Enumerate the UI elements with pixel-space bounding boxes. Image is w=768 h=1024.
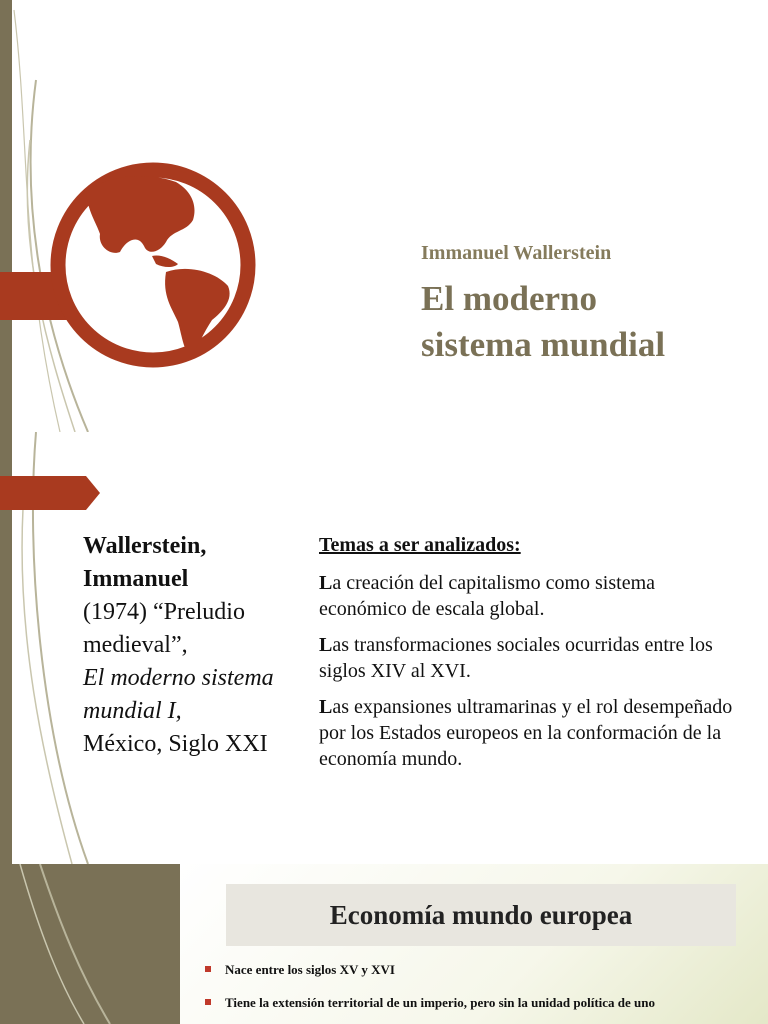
bullet-list bbox=[205, 962, 745, 1024]
economy-slide bbox=[0, 864, 768, 1024]
author-line-2: Immanuel bbox=[83, 566, 189, 592]
topic-text: as transformaciones sociales ocurridas entre los siglos XIV al XVI. bbox=[319, 634, 713, 682]
title-slide bbox=[0, 0, 768, 432]
reference-place: México, Siglo XXI bbox=[83, 731, 268, 757]
topics-list bbox=[319, 532, 739, 782]
bullet-icon bbox=[205, 999, 211, 1005]
topic-initial: L bbox=[319, 696, 333, 718]
topic-text: as expansiones ultramarinas y el rol desempeñado por los Estados europeos en la conformación de la economía mundo. bbox=[319, 696, 733, 770]
reference-year: (1974) “Preludio medieval”, bbox=[83, 599, 245, 658]
bullet-text: Nace entre los siglos XV y XVI bbox=[225, 962, 395, 977]
list-item bbox=[205, 962, 745, 978]
page-title bbox=[421, 276, 741, 368]
bullet-text: Tiene la extensión territorial de un imperio, pero sin la unidad política de uno bbox=[225, 995, 655, 1010]
globe-icon bbox=[48, 160, 258, 370]
topics-slide bbox=[0, 432, 768, 864]
decorative-curves bbox=[0, 864, 180, 1024]
section-heading: Economía mundo europea bbox=[226, 884, 736, 946]
author-line-1: Wallerstein, bbox=[83, 533, 207, 559]
red-arrow-tab bbox=[0, 476, 102, 510]
reference-block bbox=[83, 530, 283, 761]
topic-initial: L bbox=[319, 572, 333, 594]
reference-book: El moderno sistema mundial I, bbox=[83, 665, 274, 724]
title-line-2: sistema mundial bbox=[421, 325, 666, 364]
topic-item bbox=[319, 570, 739, 622]
subtitle: Immanuel Wallerstein bbox=[421, 242, 612, 264]
bullet-icon bbox=[205, 966, 211, 972]
topics-heading: Temas a ser analizados: bbox=[319, 534, 521, 556]
topic-item bbox=[319, 694, 739, 772]
topic-initial: L bbox=[319, 634, 333, 656]
title-line-1: El moderno bbox=[421, 279, 597, 318]
list-item bbox=[205, 995, 745, 1011]
topic-item bbox=[319, 632, 739, 684]
topic-text: a creación del capitalismo como sistema económico de escala global. bbox=[319, 572, 655, 620]
